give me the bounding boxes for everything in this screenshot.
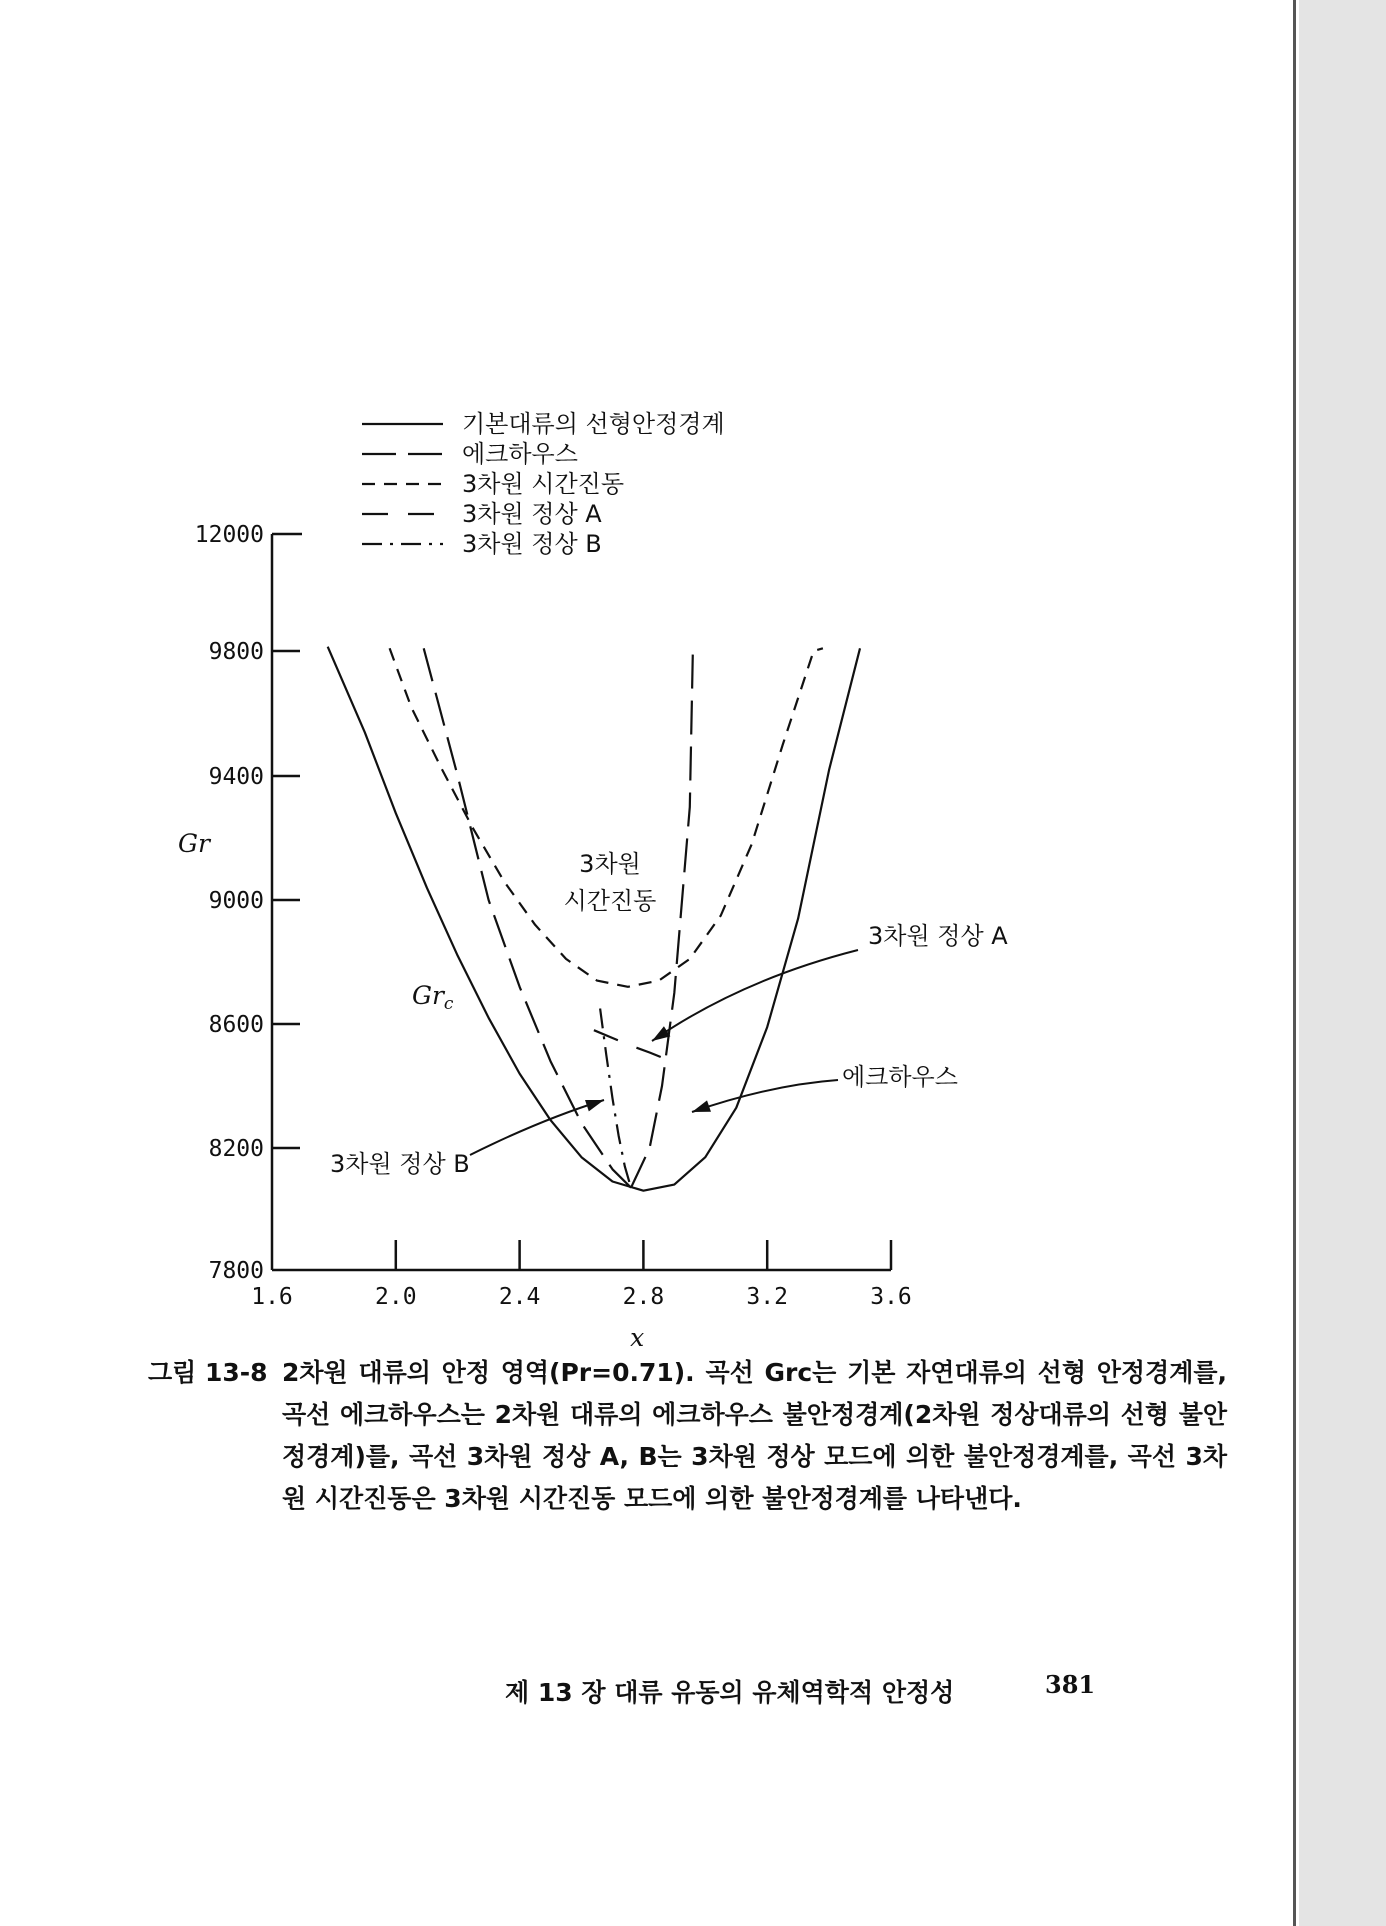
y-tick-label: 8600	[208, 1012, 264, 1038]
annotation-label: 3차원 정상 A	[868, 922, 1008, 950]
page-number: 381	[1045, 1670, 1096, 1699]
x-tick-label: 2.8	[622, 1284, 665, 1310]
annotation-label: 3차원	[579, 850, 641, 878]
y-tick-label: 12000	[194, 522, 264, 548]
x-tick-label: 1.6	[251, 1284, 293, 1310]
caption-label: 그림 13-8	[148, 1358, 268, 1387]
chapter-footer: 제 13 장 대류 유동의 유체역학적 안정성	[505, 1678, 955, 1707]
eckhaus-curve-left	[424, 648, 631, 1187]
legend-label: 기본대류의 선형안정경계	[462, 410, 725, 438]
grc-label: $Gr_c$	[412, 981, 454, 1014]
y-tick-label: 8200	[208, 1136, 264, 1162]
eckhaus-curve-right	[631, 648, 693, 1187]
arrow-eckhaus-head	[692, 1100, 711, 1112]
curves	[328, 647, 860, 1191]
grc-subscript: c	[443, 994, 454, 1014]
annotation-label: 시간진동	[563, 887, 657, 915]
critical-curve	[328, 647, 860, 1191]
x-axis-label: x	[630, 1323, 645, 1352]
x-tick-label: 3.6	[870, 1284, 912, 1310]
oscillatory-curve	[390, 648, 823, 987]
y-axis-label: Gr	[178, 829, 210, 858]
annotation-label: 3차원 정상 B	[330, 1150, 470, 1178]
arrow-eckhaus	[692, 1080, 838, 1112]
legend-label: 3차원 시간진동	[462, 470, 625, 498]
x-tick-label: 2.4	[498, 1284, 541, 1310]
caption-text: 2차원 대류의 안정 영역(Pr=0.71). 곡선 Grc는 기본 자연대류의 선형 안정경계를, 곡선 에크하우스는 2차원 대류의 에크하우스 불안정경계(2차원 정상대류의 선형 불안정경계)를, 곡선 3차원 정상 A, B는 3차원 정상 모드에 의한 불안정경계를, 곡선 3차원 시간진동은 3차원 시간진동 모드에 의한 불안정경계를 나타낸다.	[282, 1358, 1227, 1513]
y-tick-label: 9400	[208, 764, 264, 790]
y-tick-label: 9000	[208, 888, 264, 914]
y-tick-label: 7800	[208, 1258, 264, 1284]
x-tick-label: 3.2	[746, 1284, 788, 1310]
tick-labels	[178, 522, 912, 1352]
legend	[362, 410, 725, 558]
annotation-label: 에크하우스	[842, 1063, 958, 1091]
arrow-steady-b-head	[585, 1100, 604, 1111]
y-tick-label: 9800	[208, 639, 264, 665]
legend-label: 3차원 정상 B	[462, 530, 602, 558]
legend-label: 3차원 정상 A	[462, 500, 602, 528]
x-tick-label: 2.0	[375, 1284, 417, 1310]
legend-label: 에크하우스	[462, 440, 578, 468]
